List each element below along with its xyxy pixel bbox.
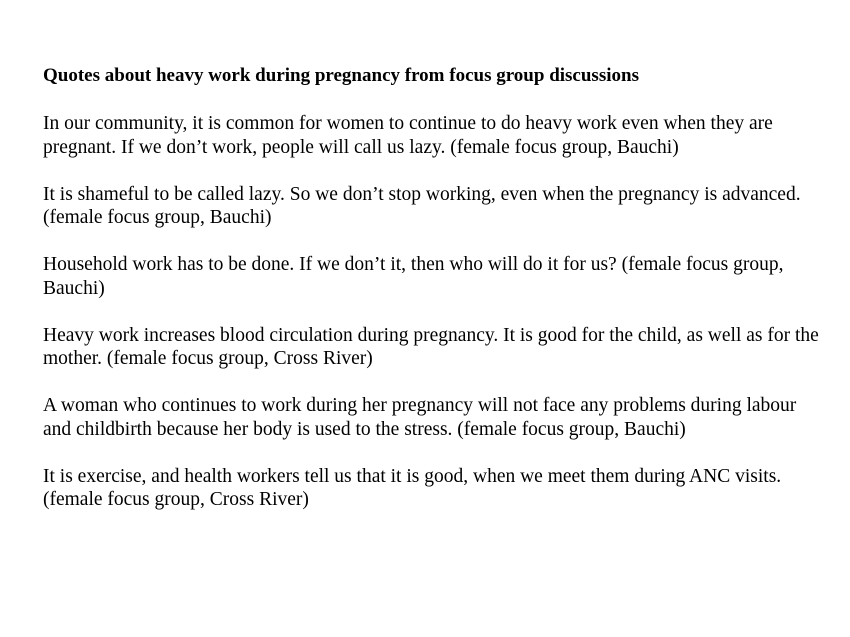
quote-paragraph: Household work has to be done. If we don’t it, then who will do it for us? (female focus group, Bauchi) xyxy=(43,254,784,299)
quote-paragraph: A woman who continues to work during her pregnancy will not face any problems during labour and childbirth because her body is used to the stress. (female focus group, Bauchi) xyxy=(43,395,797,440)
quote-paragraph: In our community, it is common for women to continue to do heavy work even when they are pregnant. If we don’t work, people will call us lazy. (female focus group, Bauchi) xyxy=(43,113,773,158)
document-page xyxy=(43,64,823,535)
quote-paragraph: It is shameful to be called lazy. So we don’t stop working, even when the pregnancy is advanced. (female focus group, Bauchi) xyxy=(43,183,801,228)
quote-paragraph: Heavy work increases blood circulation during pregnancy. It is good for the child, as well as for the mother. (female focus group, Cross River) xyxy=(43,324,819,369)
quote-paragraph: It is exercise, and health workers tell us that it is good, when we meet them during ANC visits. (female focus group, Cross River) xyxy=(43,465,782,510)
document-title: Quotes about heavy work during pregnancy from focus group discussions xyxy=(43,65,639,86)
